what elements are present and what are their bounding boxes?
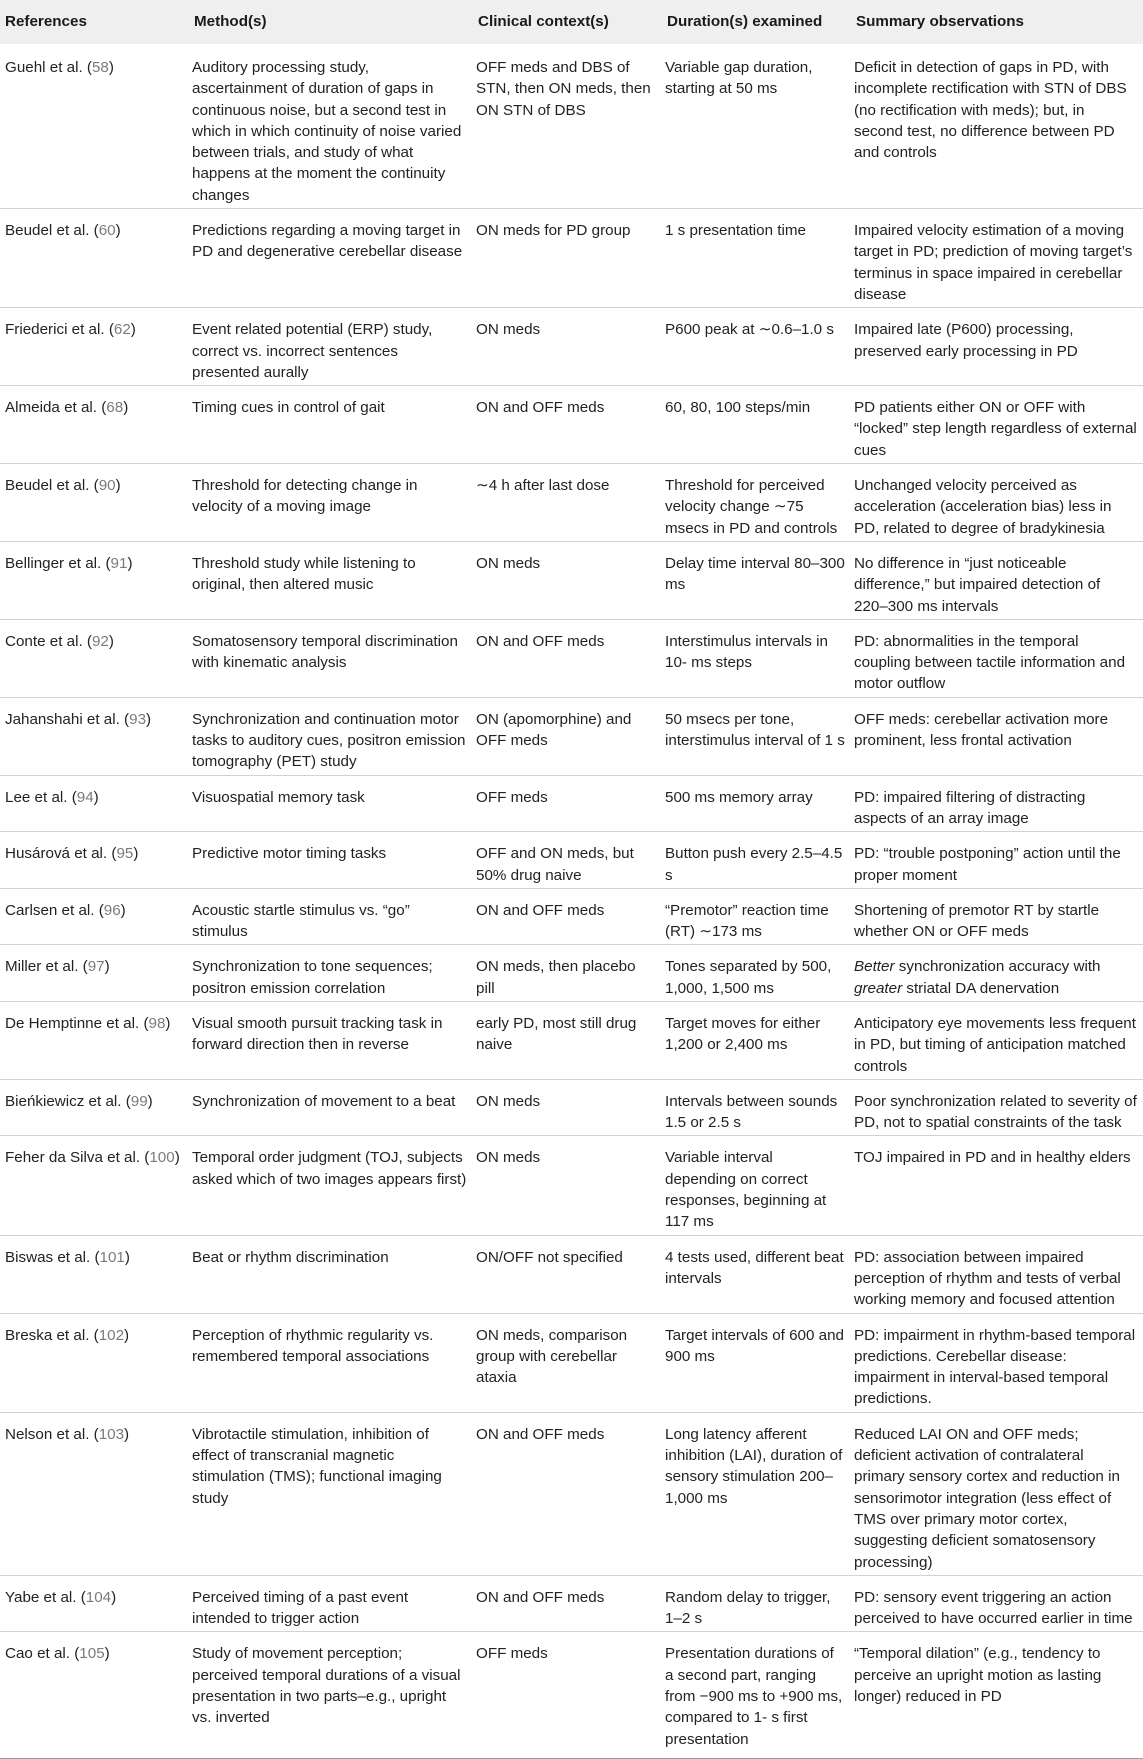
context-cell: ON meds for PD group bbox=[474, 209, 663, 308]
ref-link[interactable]: 102 bbox=[98, 1326, 125, 1344]
reference-cell bbox=[0, 697, 190, 775]
context-cell: OFF meds and DBS of STN, then ON meds, then ON STN of DBS bbox=[476, 59, 651, 119]
duration-cell: Variable interval depending on correct responses, beginning at 117 ms bbox=[663, 1136, 852, 1235]
summary-cell: Reduced LAI ON and OFF meds; deficient activation of contralateral primary sensory cortex and reduction in sensorimotor integration (less effect of TMS over primary motor cortex, suggesting deficient somatosensory processing) bbox=[852, 1412, 1143, 1575]
reference-cell bbox=[0, 888, 190, 945]
duration-cell: Button push every 2.5–4.5 s bbox=[663, 832, 852, 889]
method-cell: Acoustic startle stimulus vs. “go” stimulus bbox=[190, 888, 474, 945]
author: Nelson et al. ( bbox=[5, 1425, 99, 1443]
reference-cell bbox=[0, 619, 190, 697]
context-cell: ON and OFF meds bbox=[474, 386, 663, 464]
table-row bbox=[0, 697, 1143, 775]
author: Bieńkiewicz et al. ( bbox=[5, 1092, 131, 1110]
author: Cao et al. ( bbox=[5, 1645, 80, 1663]
ref-link[interactable]: 97 bbox=[87, 958, 105, 976]
context-cell: early PD, most still drug naive bbox=[474, 1001, 663, 1079]
summary-cell: PD: abnormalities in the temporal coupling between tactile information and motor outflow bbox=[852, 619, 1143, 697]
author: Yabe et al. ( bbox=[5, 1588, 86, 1606]
context-cell: ON and OFF meds bbox=[474, 1575, 663, 1632]
duration-cell: 60, 80, 100 steps/min bbox=[663, 386, 852, 464]
method-cell: Visual smooth pursuit tracking task in forward direction then in reverse bbox=[190, 1001, 474, 1079]
duration-cell: Random delay to trigger, 1–2 s bbox=[663, 1575, 852, 1632]
reference-cell bbox=[0, 1079, 190, 1136]
method-cell: Somatosensory temporal discrimination with kinematic analysis bbox=[190, 619, 474, 697]
header-references: References bbox=[5, 13, 87, 31]
author-close: ) bbox=[165, 1014, 171, 1032]
author: Miller et al. ( bbox=[5, 958, 88, 976]
ref-link[interactable]: 100 bbox=[149, 1149, 175, 1167]
reference-cell bbox=[0, 1575, 190, 1632]
table-row bbox=[0, 1412, 1143, 1575]
table-row bbox=[0, 619, 1143, 697]
ref-link[interactable]: 104 bbox=[85, 1588, 112, 1606]
author-close: ) bbox=[124, 1326, 130, 1344]
summary-cell: “Temporal dilation” (e.g., tendency to perceive an upright motion as lasting longer) reduced in PD bbox=[852, 1632, 1143, 1758]
summary-cell: PD: association between impaired perception of rhythm and tests of verbal working memory and focused attention bbox=[852, 1235, 1143, 1313]
summary-cell: Shortening of premotor RT by startle whether ON or OFF meds bbox=[852, 888, 1143, 945]
duration-cell: Tones separated by 500, 1,000, 1,500 ms bbox=[663, 945, 852, 1002]
reference-cell bbox=[0, 1001, 190, 1079]
table-body bbox=[0, 44, 1143, 1758]
author: Beudel et al. ( bbox=[5, 477, 99, 495]
method-cell: Beat or rhythm discrimination bbox=[190, 1235, 474, 1313]
method-cell: Synchronization of movement to a beat bbox=[190, 1079, 474, 1136]
method-cell: Synchronization and continuation motor tasks to auditory cues, positron emission tomography (PET) study bbox=[190, 697, 474, 775]
method-cell: Perceived timing of a past event intended to trigger action bbox=[190, 1575, 474, 1632]
ref-link[interactable]: 105 bbox=[79, 1645, 105, 1663]
method-cell: Threshold study while listening to original, then altered music bbox=[190, 541, 474, 619]
duration-cell: Presentation durations of a second part, ranging from −900 ms to +900 ms, compared to 1- s first presentation bbox=[663, 1632, 852, 1758]
author-close: ) bbox=[108, 59, 114, 76]
context-cell: ON meds bbox=[474, 308, 663, 386]
header-methods: Method(s) bbox=[194, 13, 267, 31]
author-close: ) bbox=[130, 321, 136, 339]
context-cell: OFF and ON meds, but 50% drug naive bbox=[474, 832, 663, 889]
reference-cell bbox=[0, 464, 190, 542]
table-row bbox=[0, 386, 1143, 464]
reference-cell bbox=[0, 832, 190, 889]
author: Almeida et al. ( bbox=[5, 399, 107, 417]
summary-cell: Anticipatory eye movements less frequent in PD, but timing of anticipation matched controls bbox=[852, 1001, 1143, 1079]
summary-cell: PD: sensory event triggering an action perceived to have occurred earlier in time bbox=[852, 1575, 1143, 1632]
author: Friederici et al. ( bbox=[5, 321, 114, 339]
table-row bbox=[0, 464, 1143, 542]
table-row bbox=[0, 1079, 1143, 1136]
reference-cell bbox=[0, 1313, 190, 1412]
header-durations: Duration(s) examined bbox=[667, 13, 823, 31]
method-cell: Event related potential (ERP) study, correct vs. incorrect sentences presented aurally bbox=[190, 308, 474, 386]
header-row bbox=[0, 0, 1143, 44]
table-row bbox=[0, 888, 1143, 945]
author-close: ) bbox=[108, 632, 114, 650]
duration-cell: Target moves for either 1,200 or 2,400 ms bbox=[663, 1001, 852, 1079]
method-cell: Perception of rhythmic regularity vs. remembered temporal associations bbox=[190, 1313, 474, 1412]
duration-cell: 4 tests used, different beat intervals bbox=[663, 1235, 852, 1313]
author-close: ) bbox=[124, 1248, 130, 1266]
duration-cell: Long latency afferent inhibition (LAI), duration of sensory stimulation 200–1,000 ms bbox=[663, 1412, 852, 1575]
author: Guehl et al. ( bbox=[5, 59, 92, 76]
reference-cell bbox=[0, 209, 190, 308]
duration-cell: Interstimulus intervals in 10- ms steps bbox=[663, 619, 852, 697]
duration-cell: “Premotor” reaction time (RT) ∼173 ms bbox=[663, 888, 852, 945]
context-cell: OFF meds bbox=[474, 775, 663, 832]
author-close: ) bbox=[174, 1149, 180, 1167]
author: Jahanshahi et al. ( bbox=[5, 710, 130, 728]
reference-cell bbox=[0, 386, 190, 464]
reference-cell bbox=[0, 945, 190, 1002]
summary-cell: PD: impairment in rhythm-based temporal predictions. Cerebellar disease: impairment in interval-based temporal predictions. bbox=[852, 1313, 1143, 1412]
reference-cell bbox=[0, 1632, 190, 1758]
ref-link[interactable]: 91 bbox=[110, 554, 128, 572]
table-row bbox=[0, 775, 1143, 832]
summary-cell: Impaired late (P600) processing, preserved early processing in PD bbox=[852, 308, 1143, 386]
ref-link[interactable]: 96 bbox=[103, 901, 121, 919]
reference-cell bbox=[0, 1412, 190, 1575]
author-close: ) bbox=[115, 222, 121, 240]
summary-cell: PD: impaired filtering of distracting aspects of an array image bbox=[852, 775, 1143, 832]
summary-cell: PD patients either ON or OFF with “locked” step length regardless of external cues bbox=[852, 386, 1143, 464]
context-cell: ON meds bbox=[474, 1136, 663, 1235]
table-row bbox=[0, 541, 1143, 619]
author-close: ) bbox=[127, 554, 133, 572]
duration-cell: Delay time interval 80–300 ms bbox=[663, 541, 852, 619]
reference-cell bbox=[0, 1235, 190, 1313]
context-cell: ON meds bbox=[474, 1079, 663, 1136]
header-summary: Summary observations bbox=[856, 13, 1024, 31]
method-cell: Temporal order judgment (TOJ, subjects asked which of two images appears first) bbox=[190, 1136, 474, 1235]
header-clinical-context: Clinical context(s) bbox=[478, 13, 609, 31]
reference-cell bbox=[0, 541, 190, 619]
method-cell: Predictions regarding a moving target in PD and degenerative cerebellar disease bbox=[190, 209, 474, 308]
table-row bbox=[0, 1235, 1143, 1313]
table-row bbox=[0, 1313, 1143, 1412]
ref-link[interactable]: 60 bbox=[98, 222, 116, 240]
ref-link[interactable]: 93 bbox=[129, 710, 147, 728]
method-cell: Predictive motor timing tasks bbox=[190, 832, 474, 889]
author-close: ) bbox=[147, 1092, 153, 1110]
author-close: ) bbox=[146, 710, 152, 728]
ref-link[interactable]: 95 bbox=[116, 845, 134, 863]
author-close: ) bbox=[115, 477, 121, 495]
method-cell: Timing cues in control of gait bbox=[190, 386, 474, 464]
table-row bbox=[0, 1632, 1143, 1758]
ref-link[interactable]: 99 bbox=[130, 1092, 148, 1110]
context-cell: ON/OFF not specified bbox=[474, 1235, 663, 1313]
context-cell: ON and OFF meds bbox=[474, 619, 663, 697]
author-close: ) bbox=[124, 1425, 130, 1443]
reference-cell bbox=[0, 775, 190, 832]
context-cell: ON (apomorphine) and OFF meds bbox=[474, 697, 663, 775]
table-row bbox=[0, 1575, 1143, 1632]
summary-cell: No difference in “just noticeable difference,” but impaired detection of 220–300 ms intervals bbox=[852, 541, 1143, 619]
duration-cell: Target intervals of 600 and 900 ms bbox=[663, 1313, 852, 1412]
ref-link[interactable]: 58 bbox=[91, 59, 109, 76]
reference-cell bbox=[0, 308, 190, 386]
summary-cell: OFF meds: cerebellar activation more prominent, less frontal activation bbox=[852, 697, 1143, 775]
author-close: ) bbox=[120, 901, 126, 919]
table-header bbox=[0, 0, 1143, 44]
method-cell: Visuospatial memory task bbox=[190, 775, 474, 832]
table-row bbox=[0, 832, 1143, 889]
ref-link[interactable]: 101 bbox=[99, 1248, 125, 1266]
context-cell: ON meds, then placebo pill bbox=[474, 945, 663, 1002]
method-cell: Synchronization to tone sequences; positron emission correlation bbox=[190, 945, 474, 1002]
summary-cell: Deficit in detection of gaps in PD, with incomplete rectification with STN of DBS (no rectification with meds); but, in second test, no difference between PD and controls bbox=[854, 59, 1127, 162]
ref-link[interactable]: 103 bbox=[98, 1425, 125, 1443]
summary-cell: Poor synchronization related to severity of PD, not to spatial constraints of the task bbox=[852, 1079, 1143, 1136]
duration-cell: 50 msecs per tone, interstimulus interval of 1 s bbox=[663, 697, 852, 775]
author: Biswas et al. ( bbox=[5, 1248, 100, 1266]
author-close: ) bbox=[111, 1588, 117, 1606]
author: Husárová et al. ( bbox=[5, 845, 117, 863]
author: Feher da Silva et al. ( bbox=[5, 1149, 150, 1167]
ref-link[interactable]: 92 bbox=[91, 632, 109, 650]
table-row bbox=[0, 945, 1143, 1002]
author: Bellinger et al. ( bbox=[5, 554, 111, 572]
method-cell: Vibrotactile stimulation, inhibition of effect of transcranial magnetic stimulation (TMS); functional imaging study bbox=[190, 1412, 474, 1575]
method-cell: Threshold for detecting change in velocity of a moving image bbox=[190, 464, 474, 542]
author-close: ) bbox=[133, 845, 139, 863]
summary-emphasis-greater: greater bbox=[854, 979, 903, 997]
context-cell: ON meds, comparison group with cerebellar ataxia bbox=[474, 1313, 663, 1412]
ref-link[interactable]: 98 bbox=[148, 1014, 166, 1032]
summary-text: striatal DA denervation bbox=[902, 979, 1060, 997]
author-close: ) bbox=[104, 1645, 110, 1663]
duration-cell: P600 peak at ∼0.6–1.0 s bbox=[663, 308, 852, 386]
author: Beudel et al. ( bbox=[5, 222, 99, 240]
duration-cell: Variable gap duration, starting at 50 ms bbox=[665, 59, 813, 98]
author: De Hemptinne et al. ( bbox=[5, 1014, 149, 1032]
summary-emphasis-better: Better bbox=[854, 958, 895, 976]
author: Conte et al. ( bbox=[5, 632, 92, 650]
duration-cell: Threshold for perceived velocity change ∼75 msecs in PD and controls bbox=[663, 464, 852, 542]
context-cell: ON and OFF meds bbox=[474, 888, 663, 945]
summary-cell: Impaired velocity estimation of a moving target in PD; prediction of moving target’s terminus in space impaired in cerebellar disease bbox=[852, 209, 1143, 308]
table-row bbox=[0, 1001, 1143, 1079]
summary-cell: PD: “trouble postponing” action until the proper moment bbox=[852, 832, 1143, 889]
ref-link[interactable]: 94 bbox=[76, 788, 94, 806]
summary-cell: TOJ impaired in PD and in healthy elders bbox=[852, 1136, 1143, 1235]
author-close: ) bbox=[104, 958, 110, 976]
author: Carlsen et al. ( bbox=[5, 901, 104, 919]
author: Lee et al. ( bbox=[5, 788, 77, 806]
table-row bbox=[0, 209, 1143, 308]
method-cell: Study of movement perception; perceived temporal durations of a visual presentation in two parts–e.g., upright vs. inverted bbox=[190, 1632, 474, 1758]
reference-cell bbox=[0, 44, 190, 209]
context-cell: ON meds bbox=[474, 541, 663, 619]
summary-cell bbox=[852, 945, 1143, 1002]
author-close: ) bbox=[123, 399, 129, 417]
reference-cell bbox=[0, 1136, 190, 1235]
context-cell: OFF meds bbox=[474, 1632, 663, 1758]
duration-cell: 500 ms memory array bbox=[663, 775, 852, 832]
method-cell: Auditory processing study, ascertainment of duration of gaps in continuous noise, but a second test in which in which continuity of noise varied between trials, and study of what happens at the moment the continuity changes bbox=[192, 59, 462, 204]
summary-text: synchronization accuracy with bbox=[894, 958, 1101, 976]
context-cell: ∼4 h after last dose bbox=[474, 464, 663, 542]
duration-cell: Intervals between sounds 1.5 or 2.5 s bbox=[663, 1079, 852, 1136]
duration-cell: 1 s presentation time bbox=[663, 209, 852, 308]
context-cell: ON and OFF meds bbox=[474, 1412, 663, 1575]
ref-link[interactable]: 90 bbox=[98, 477, 116, 495]
table-row bbox=[0, 308, 1143, 386]
ref-link[interactable]: 68 bbox=[106, 399, 124, 417]
table-row bbox=[0, 1136, 1143, 1235]
ref-link[interactable]: 62 bbox=[113, 321, 131, 339]
summary-cell: Unchanged velocity perceived as acceleration (acceleration bias) less in PD, related to degree of bradykinesia bbox=[852, 464, 1143, 542]
author-close: ) bbox=[93, 788, 99, 806]
table-row bbox=[0, 44, 1143, 209]
author: Breska et al. ( bbox=[5, 1326, 99, 1344]
